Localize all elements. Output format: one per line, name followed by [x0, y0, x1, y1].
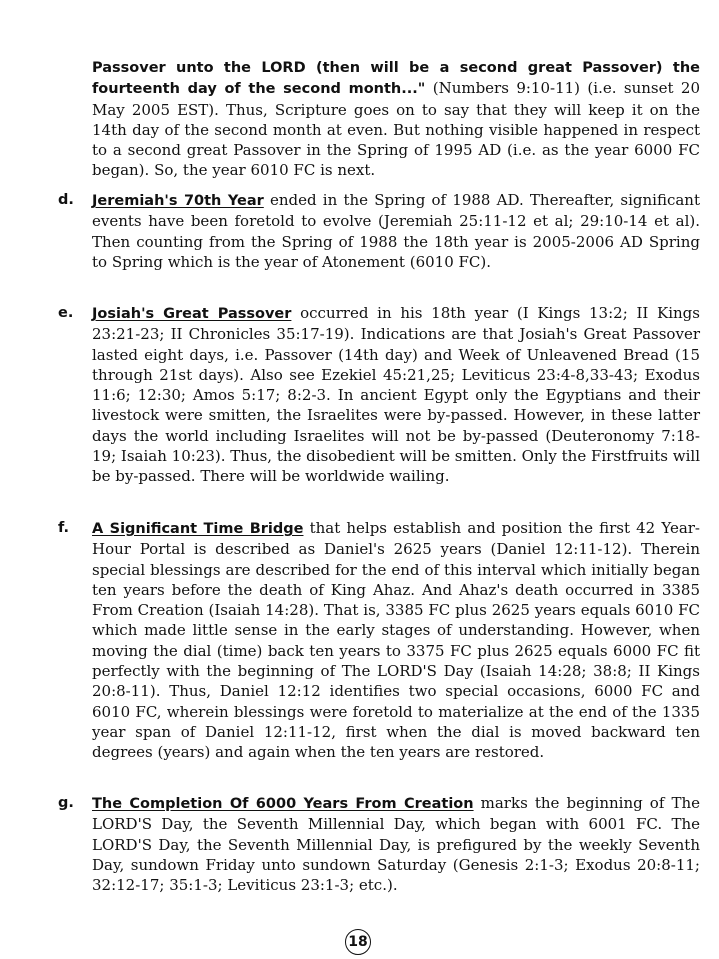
intro-text: (Numbers 9:10-11) (i.e. sunset 20 May 2005 EST). Thus, Scripture goes on to say that they will keep it on the 14th day of the second month at even. But nothing visible happened in respect to a second great Passover in the Spring of 1995 AD (i.e. as the year 6000 FC began). So, the year 6010 FC is next.: [92, 79, 700, 180]
item-f-text: that helps establish and position the first 42 Year-Hour Portal is described as Daniel's 2625 years (Daniel 12:11-12). Therein special blessings are described for the end of this interval which initially began ten years before the death of King Ahaz. And Ahaz's death occurred in 3385 From Creation (Isaiah 14:28). That is, 3385 FC plus 2625 years equals 6010 FC which made little sense in the early stages of understanding. However, when moving the dial (time) back ten years to 3375 FC plus 2625 equals 6000 FC fit perfectly with the beginning of The LORD'S Day (Isaiah 14:28; 38:8; II Kings 20:8-11). Thus, Daniel 12:12 identifies two special occasions, 6000 FC and 6010 FC, wherein blessings were foretold to materialize at the end of the 1335 year span of Daniel 12:11-12, first when the dial is moved backward ten degrees (years) and again when the ten years are restored.: [92, 519, 701, 762]
item-g-paragraph: [92, 793, 700, 895]
intro-paragraph: [92, 57, 700, 181]
item-e-text: occurred in his 18th year (I Kings 13:2; II Kings 23:21-23; II Chronicles 35:17-19). Indications are that Josiah's Great Passover lasted eight days, i.e. Passover (14th day) and Week of Unleavened Bread (15 through 21st days). Also see Ezekiel 45:21,25; Leviticus 23:4-8,33-43; Exodus 11:6; 12:30; Amos 5:17; 8:2-3. In ancient Egypt only the Egyptians and their livestock were smitten, the Israelites were by-passed. However, in these latter days the world including Israelites will not be by-passed (Deuteronomy 7:18-19; Isaiah 10:23). Thus, the disobedient will be smitten. Only the Firstfruits will be by-passed. There will be worldwide wailing.: [92, 304, 700, 486]
item-g-text: marks the beginning of The LORD'S Day, the Seventh Millennial Day, which began with 6001 FC. The LORD'S Day, the Seventh Millennial Day, is prefigured by the weekly Seventh Day, sundown Friday unto sundown Saturday (Genesis 2:1-3; Exodus 20:8-11; 32:12-17; 35:1-3; Leviticus 23:1-3; etc.).: [92, 794, 700, 895]
item-f-title: A Significant Time Bridge: [92, 521, 304, 537]
item-g-title: The Completion Of 6000 Years From Creation: [92, 796, 474, 812]
item-f-paragraph: [92, 518, 700, 763]
intro-quote: Passover unto the LORD (then will be a second great Passover) the fourteenth day of the second month...": [92, 60, 700, 98]
item-d-paragraph: [92, 190, 700, 272]
item-d-title: Jeremiah's 70th Year: [92, 193, 264, 209]
item-g-label: g.: [58, 795, 74, 811]
item-e-label: e.: [58, 305, 74, 321]
page-number-badge: [345, 929, 371, 955]
item-d-label: d.: [58, 192, 74, 208]
page-number: 18: [348, 934, 368, 950]
item-e-paragraph: [92, 303, 700, 487]
item-d-text: ended in the Spring of 1988 AD. Thereafter, significant events have been foretold to evolve (Jeremiah 25:11-12 et al; 29:10-14 et al). Then counting from the Spring of 1988 the 18th year is 2005-2006 AD Spring to Spring which is the year of Atonement (6010 FC).: [92, 191, 700, 271]
item-f-label: f.: [58, 520, 70, 536]
item-e-title: Josiah's Great Passover: [92, 306, 292, 322]
